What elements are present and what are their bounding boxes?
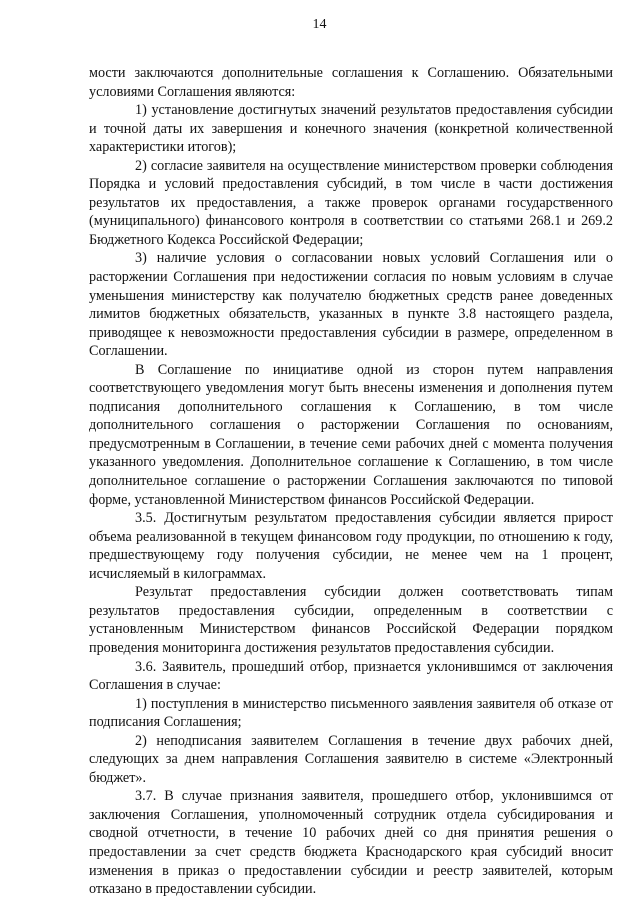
- paragraph: мости заключаются дополнительные соглашения к Соглашению. Обязательными условиями Соглашения являются:: [89, 65, 613, 100]
- paragraph: 3.5. Достигнутым результатом предоставления субсидии является прирост объема реализованной в текущем финансовом году продукции, по отношению к году, предшествующему году получения субсидии, не менее чем на 1 процент, исчисляемый в килограммах.: [89, 510, 613, 582]
- paragraph: 3.6. Заявитель, прошедший отбор, признается уклонившимся от заключения Соглашения в случае:: [89, 658, 613, 694]
- paragraph: 2) согласие заявителя на осуществление министерством проверки соблюдения Порядка и условий предоставления субсидий, в том числе в части достижения результатов их предоставления, а также проверок органами государственного (муниципального) финансового контроля в соответствии со статьями 268.1 и 269.2 Бюджетного Кодекса Российской Федерации;: [89, 157, 613, 248]
- paragraph: 3.7. В случае признания заявителя, прошедшего отбор, уклонившимся от заключения Соглашения, уполномоченный сотрудник отдела субсидирования и сводной отчетности, в течение 10 рабочих дней со дня принятия решения о предоставлении за счет средств бюджета Краснодарского края субсидий вносит изменения в приказ о предоставлении субсидии и реестр заявителей, которым отказано в предоставлении субсидии.: [89, 788, 613, 898]
- paragraph: 3) наличие условия о согласовании новых условий Соглашения или о расторжении Соглашения при недостижении согласия по новым условиям в случае уменьшения министерству как получателю бюджетных средств ранее доведенных лимитов бюджетных обязательств, указанных в пункте 3.8 настоящего раздела, приводящее к невозможности предоставления субсидии в размере, определенном в Соглашении.: [89, 250, 613, 360]
- paragraph: 1) установление достигнутых значений результатов предоставления субсидии и точной даты их завершения и конечного значения (конкретной количественной характеристики итогов);: [89, 102, 613, 156]
- paragraph: Результат предоставления субсидии должен соответствовать типам результатов предоставления субсидии, определенным в соответствии с установленным Министерством финансов Российской Федерации порядком проведения мониторинга достижения результатов предоставления субсидии.: [89, 584, 613, 656]
- paragraph: 1) поступления в министерство письменного заявления заявителя об отказе от подписания Соглашения;: [89, 695, 613, 731]
- paragraph: В Соглашение по инициативе одной из сторон путем направления соответствующего уведомления могут быть внесены изменения и дополнения путем подписания дополнительного соглашения к Соглашению, в том числе дополнительного соглашения о расторжении Соглашения по основаниям, предусмотренным в Соглашении, в течение семи рабочих дней с момента получения указанного уведомления. Дополнительное соглашение к Соглашению, в том числе дополнительное соглашение о расторжении Соглашения заключаются по типовой форме, установленной Министерством финансов Российской Федерации.: [89, 361, 613, 508]
- document-body: [89, 64, 613, 899]
- paragraph: 2) неподписания заявителем Соглашения в течение двух рабочих дней, следующих за днем направления Соглашения заявителю в системе «Электронный бюджет».: [89, 732, 613, 786]
- page-number: 14: [312, 17, 327, 32]
